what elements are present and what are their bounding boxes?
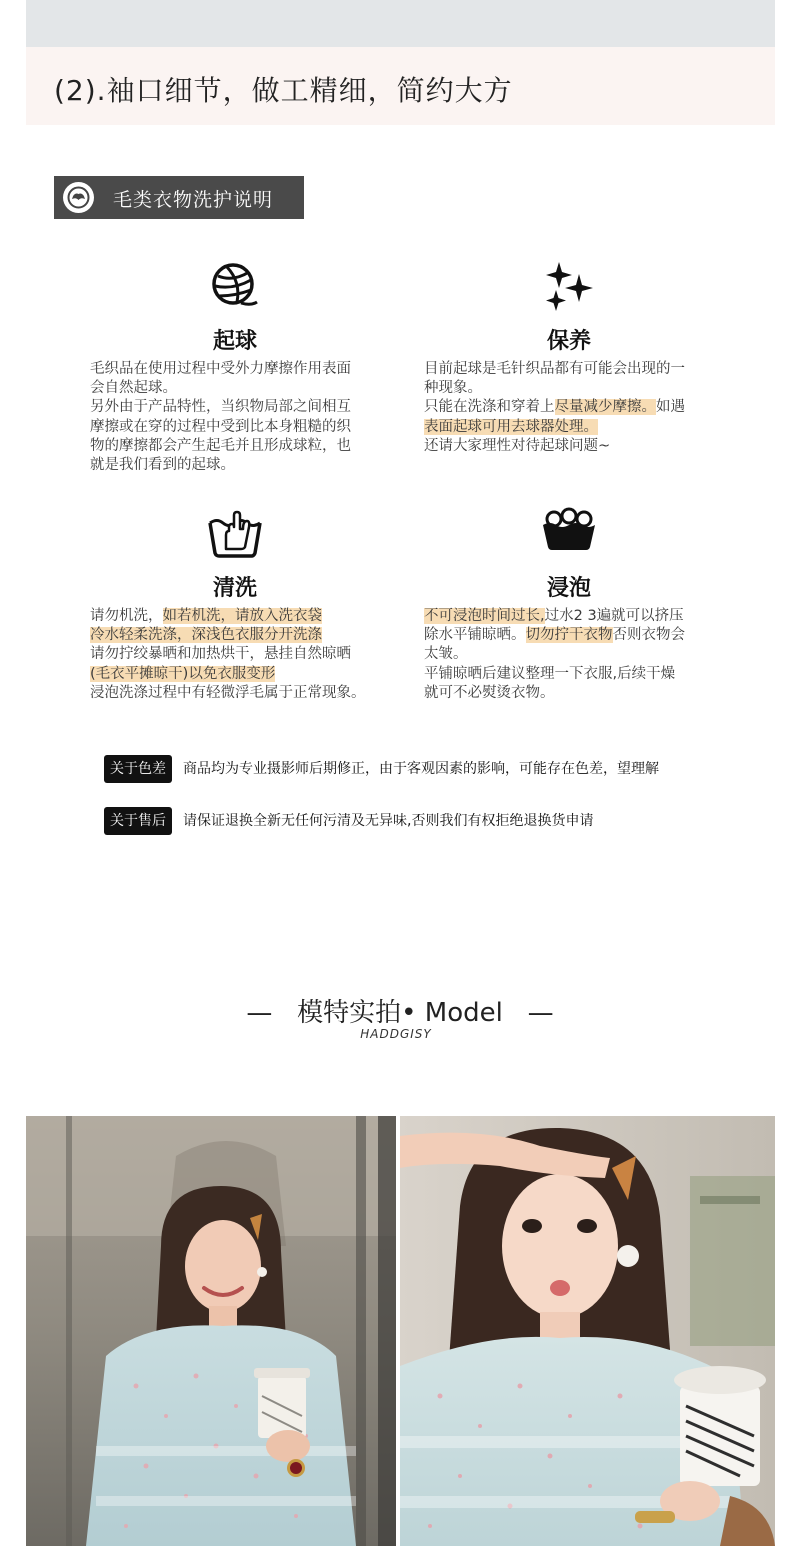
notice-text: 请保证退换全新无任何污清及无异味,否则我们有权拒绝退换货申请: [183, 813, 594, 829]
highlight: 冷水轻柔洗涤，深浅色衣服分开洗涤: [90, 627, 322, 644]
card-line: 目前起球是毛针织品都有可能会出现的一: [424, 361, 685, 377]
card-line: [90, 665, 385, 684]
highlight: 尽量减少摩擦。: [554, 399, 656, 416]
soak-basin-icon: [424, 507, 714, 567]
notice-tag: 关于售后: [104, 807, 172, 835]
card-line: 毛织品在使用过程中受外力摩擦作用表面: [90, 361, 351, 377]
model-section-title: [0, 992, 800, 1029]
card-line: 除水平铺晾晒。切勿拧干衣物否则衣物会: [424, 627, 685, 644]
card-title: 起球: [212, 329, 257, 354]
highlight: (毛衣平摊晾干)以免衣服变形: [90, 665, 276, 682]
card-line: 不可浸泡时间过长,过水2 3遍就可以挤压: [424, 608, 684, 624]
model-photo-right: [400, 1116, 775, 1546]
card-line: 摩擦或在穿的过程中受到比本身粗糙的织: [90, 418, 351, 435]
card-line: 平铺晾晒后建议整理一下衣服,后续干燥: [424, 665, 676, 682]
brand-badge-icon: [63, 182, 94, 213]
highlight: 不可浸泡时间过长,: [424, 608, 545, 624]
model-title-text: 模特实拍• Model: [297, 998, 503, 1028]
card-line: 物的摩擦都会产生起毛并且形成球粒，也: [90, 437, 351, 454]
highlight: 表面起球可用去球器处理。: [424, 418, 598, 435]
highlight: 如若机洗，请放入洗衣袋: [162, 608, 322, 624]
card-body: [90, 360, 385, 475]
detail-caption-band: [26, 47, 775, 125]
title-dash: —: [527, 998, 554, 1028]
top-photo-strip: [26, 0, 775, 47]
notice-tag: 关于色差: [104, 755, 172, 783]
card-body: [424, 360, 719, 456]
card-title: 浸泡: [546, 576, 591, 601]
card-line: 就可不必熨烫衣物。: [424, 684, 555, 701]
card-line: 就是我们看到的起球。: [90, 457, 235, 474]
detail-caption: (2).袖口细节，做工精细，简约大方: [54, 74, 513, 107]
notice-text: 商品均为专业摄影师后期修正，由于客观因素的影响，可能存在色差，望理解: [183, 761, 659, 777]
model-photo-left: [26, 1116, 396, 1546]
card-line: 太皱。: [424, 646, 468, 663]
card-line: 还请大家理性对待起球问题~: [424, 437, 611, 454]
care-section-header: [54, 176, 304, 219]
highlight: 切勿拧干衣物: [525, 627, 613, 644]
sparkle-icon: [424, 260, 714, 320]
card-line: 只能在洗涤和穿着上尽量减少摩擦。如遇: [424, 399, 685, 416]
card-line: [90, 626, 385, 645]
card-title: 清洗: [212, 576, 257, 601]
card-line: 会自然起球。: [90, 380, 177, 397]
card-line: 种现象。: [424, 380, 482, 397]
card-line: 浸泡洗涤过程中有轻微浮毛属于正常现象。: [90, 684, 366, 701]
card-title: 保养: [546, 329, 591, 354]
hand-wash-icon: [90, 507, 380, 567]
card-body: [90, 607, 385, 703]
card-line: 请勿拧绞暴晒和加热烘干，悬挂自然晾晒: [90, 646, 351, 663]
title-dash: —: [246, 998, 273, 1028]
brand-subtitle: HADDGISY: [360, 1027, 432, 1041]
card-line: 请勿机洗，如若机洗，请放入洗衣袋: [90, 608, 322, 624]
card-line: [424, 418, 719, 437]
card-line: 另外由于产品特性，当织物局部之间相互: [90, 399, 351, 416]
card-body: [424, 607, 719, 703]
yarn-ball-icon: [90, 260, 380, 320]
care-section-title: 毛类衣物洗护说明: [113, 189, 274, 211]
